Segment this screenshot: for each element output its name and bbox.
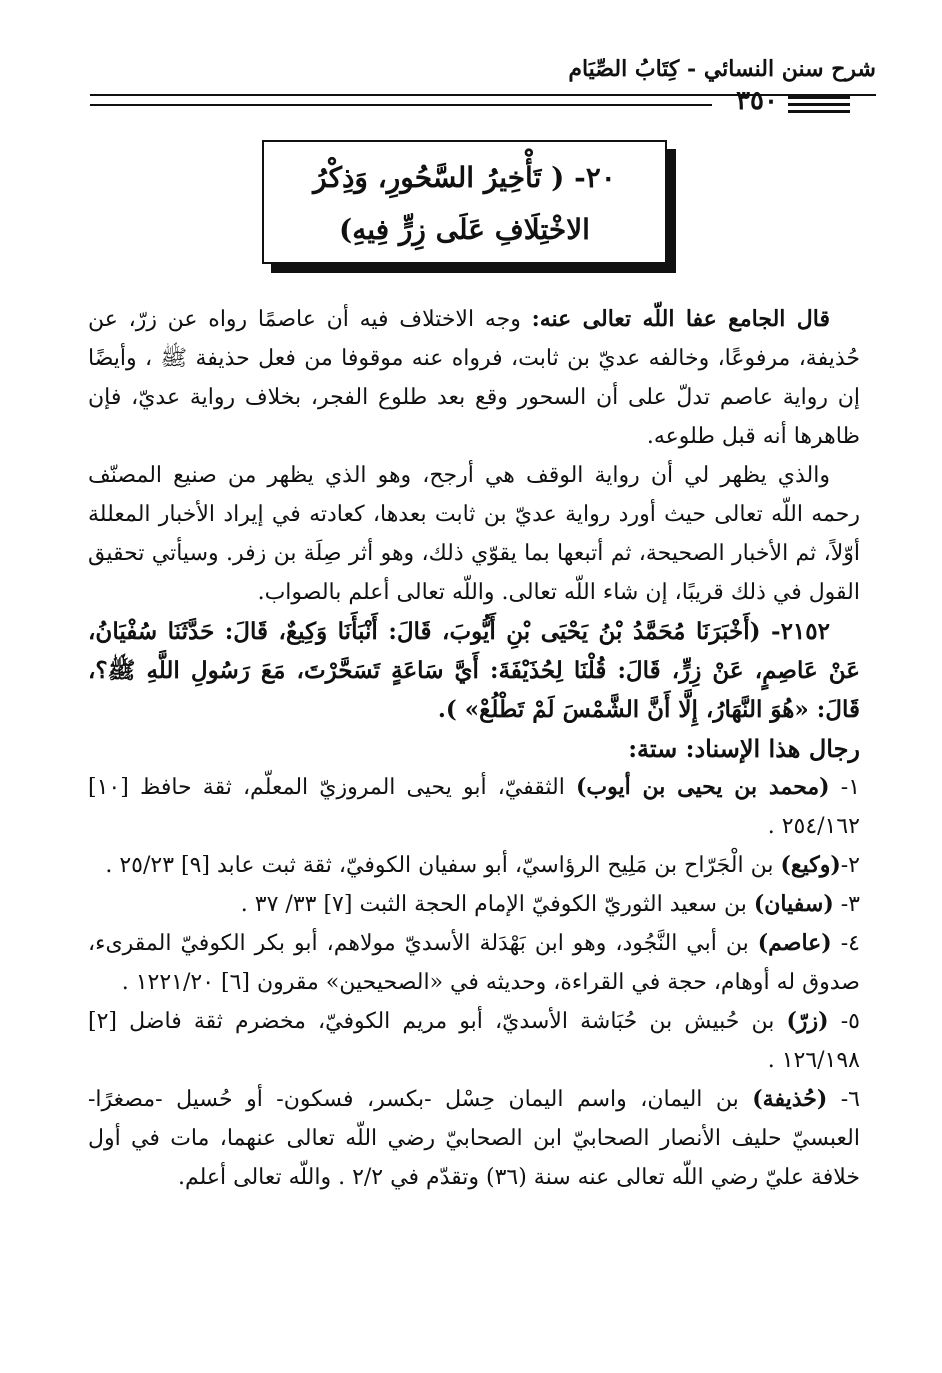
narrator-number: ١- [829, 775, 861, 800]
narrator-name: (حُذيفة) [752, 1086, 828, 1112]
narrator-item [88, 924, 860, 1002]
hadith-text: ٢١٥٢- (أَخْبَرَنَا مُحَمَّدُ بْنُ يَحْيَى بْنِ أَيُّوبَ، قَالَ: أَنْبَأَنَا وَكِيعٌ، قَالَ: حَدَّثَنَا سُفْيَانُ، عَنْ عَاصِمٍ، عَنْ زِرٍّ، قَالَ: قُلْنَا لِحُذَيْفَةَ: أَيَّ سَاعَةٍ تَسَحَّرْتَ، مَعَ رَسُولِ اللَّهِ ﷺ؟، قَالَ: «هُوَ النَّهَارُ، إِلَّا أَنَّ الشَّمْسَ لَمْ تَطْلُعْ» ). [88, 618, 860, 723]
page-body [88, 300, 860, 1197]
narrator-text: بن الْجَرّاح بن مَلِيح الرؤاسيّ، أبو سفيان الكوفيّ، ثقة ثبت عابد [٩] ٢٥/٢٣ . [105, 853, 781, 878]
page-number-rule [90, 104, 712, 106]
narrator-name: (وكيع) [780, 852, 841, 878]
narrator-number: ٦- [827, 1087, 860, 1112]
intro-paragraph [88, 300, 860, 456]
narrator-text: بن اليمان، واسم اليمان حِسْل -بكسر، فسكون- أو حُسيل -مصغرًا- العبسيّ حليف الأنصار الصحابيّ ابن الصحابيّ رضي اللّه تعالى عنهما، مات في أول خلافة عليّ رضي اللّه تعالى عنه سنة (٣٦) وتقدّم في ٢/٢ . واللّه تعالى أعلم. [88, 1087, 860, 1190]
narrator-text: بن أبي النَّجُود، وهو ابن بَهْدَلة الأسديّ مولاهم، أبو بكر الكوفيّ المقرىء، صدوق له أوهام، حجة في القراءة، وحديثه في «الصحيحين» مقرون [٦] ١٢٢١/٢٠ . [88, 931, 860, 995]
narrator-item [88, 846, 860, 885]
discussion-paragraph: والذي يظهر لي أن رواية الوقف هي أرجح، وهو الذي يظهر من صنيع المصنّف رحمه اللّه تعالى حيث أورد رواية عديّ بن ثابت بعدها، كعادته في إيراد الأخبار المعللة أوّلاً، ثم الأخبار الصحيحة، ثم أتبعها بما يقوّي ذلك، وهو أثر صِلَة بن زفر. وسيأتي تحقيق القول في ذلك قريبًا، إن شاء اللّه تعالى. واللّه تعالى أعلم بالصواب. [88, 463, 860, 605]
narrators-title: رجال هذا الإسناد: ستة: [628, 734, 860, 763]
book-title: شرح سنن النسائي - كِتَابُ الصِّيَام [568, 56, 876, 82]
intro-lead: قال الجامع عفا اللّه تعالى عنه: [531, 306, 830, 332]
narrator-item [88, 1080, 860, 1197]
chapter-title-box [262, 140, 667, 264]
narrator-text: بن سعيد الثوريّ الكوفيّ الإمام الحجة الثبت [٧] ٣٣/ ٣٧ . [240, 892, 754, 917]
narrator-number: ٥- [828, 1009, 860, 1034]
narrator-item [88, 768, 860, 846]
narrator-item [88, 1002, 860, 1080]
narrator-text: الثقفيّ، أبو يحيى المروزيّ المعلّم، ثقة حافظ [١٠] ٢٥٤/١٦٢ . [88, 775, 860, 839]
narrator-item [88, 885, 860, 924]
narrator-name: (سفيان) [753, 891, 834, 917]
narrator-name: (عاصم) [757, 930, 832, 956]
narrator-number: ٤- [831, 931, 860, 956]
narrator-number: ٢- [840, 853, 860, 878]
page-number: ٣٥٠ [736, 86, 778, 116]
page-number-lines [788, 96, 850, 117]
chapter-title-line2: الاخْتِلَافِ عَلَى زِرٍّ فِيهِ) [339, 213, 590, 246]
chapter-title-line1: ٢٠- ( تَأْخِيرُ السَّحُورِ، وَذِكْرُ [313, 161, 616, 194]
narrator-name: (محمد بن يحيى بن أيوب) [575, 774, 830, 800]
narrator-name: (زرّ) [786, 1008, 829, 1034]
narrator-text: بن حُبيش بن حُبَاشة الأسديّ، أبو مريم الكوفيّ، مخضرم ثقة فاضل [٢] ١٢٦/١٩٨ . [88, 1009, 860, 1073]
intro-text: وجه الاختلاف فيه أن عاصمًا رواه عن زرّ، عن حُذيفة، مرفوعًا، وخالفه عديّ بن ثابت، فرواه عنه موقوفا من فعل حذيفة ﷺ ، وأيضًا إن رواية عاصم تدلّ على أن السحور وقع بعد طلوع الفجر، بخلاف رواية عديّ، فإن ظاهرها أنه قبل طلوعه. [88, 307, 860, 449]
page-number-row [90, 86, 850, 122]
narrator-number: ٣- [833, 892, 860, 917]
